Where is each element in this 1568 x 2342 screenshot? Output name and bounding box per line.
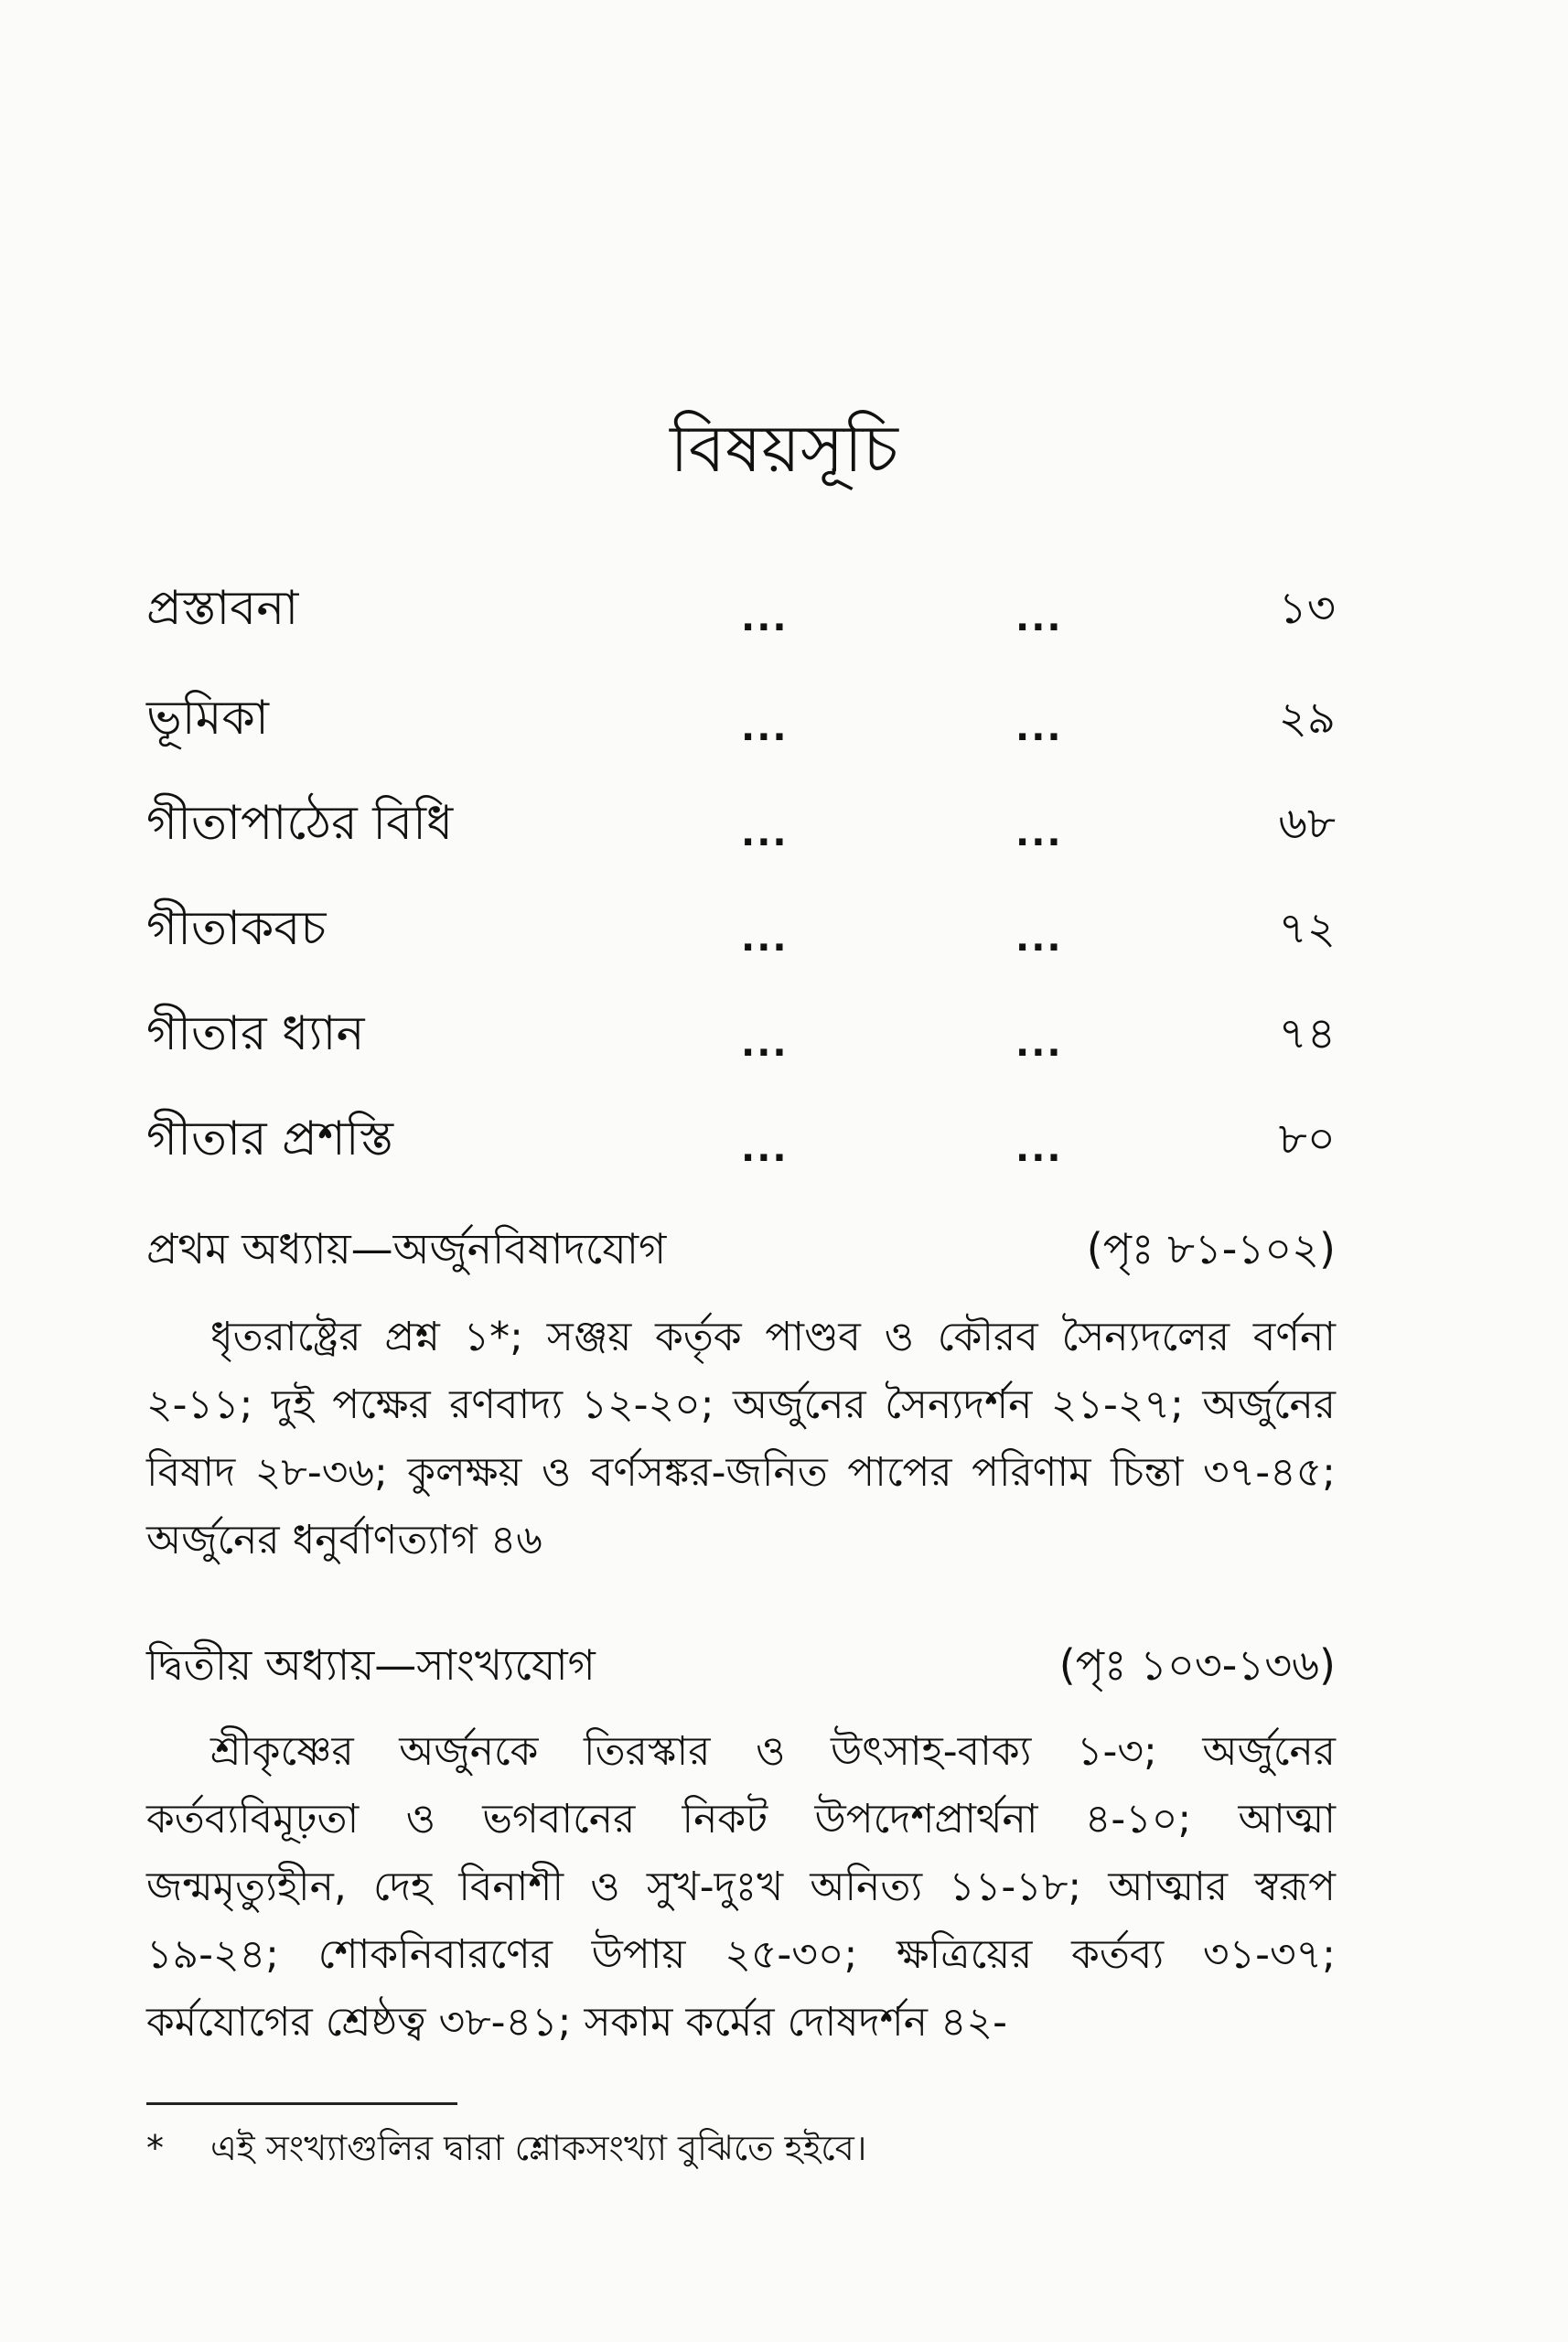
chapter-title: প্রথম অধ্যায়—অর্জুনবিষাদযোগ <box>146 1224 667 1273</box>
toc-page-number: ১৩ <box>1278 583 1336 634</box>
toc-label: ভূমিকা <box>146 691 269 746</box>
toc-leader-dots: ... <box>1015 1128 1063 1170</box>
chapter-page-range: (পৃঃ ৮১-১০২) <box>1086 1224 1336 1273</box>
toc-leader-dots: ... <box>1015 597 1063 639</box>
toc-label: প্রস্তাবনা <box>146 581 299 636</box>
footnote-marker: * <box>146 2128 164 2168</box>
toc-page-number: ২৯ <box>1278 693 1336 744</box>
toc-row <box>146 782 1336 865</box>
toc-row <box>146 677 1336 759</box>
toc-label: গীতাপাঠের বিধি <box>146 796 454 851</box>
toc-leader-dots: ... <box>741 597 789 639</box>
toc-leader-dots: ... <box>1015 918 1063 960</box>
toc-row <box>146 887 1336 970</box>
toc-label: গীতার প্রশস্তি <box>146 1112 394 1166</box>
footnote <box>146 2121 1336 2175</box>
toc-row <box>146 993 1336 1075</box>
toc-leader-dots: ... <box>741 918 789 960</box>
toc-page-number: ৭২ <box>1278 903 1336 954</box>
toc-page-number: ৬৮ <box>1278 798 1336 849</box>
toc-leader-dots: ... <box>741 1128 789 1170</box>
footnote-divider <box>146 2102 457 2105</box>
chapter-summary: শ্রীকৃষ্ণের অর্জুনকে তিরস্কার ও উৎসাহ-বাক্য ১-৩; অর্জুনের কর্তব্যবিমূঢ়তা ও ভগবানের নিকট উপদেশপ্রার্থনা ৪-১০; আত্মা জন্মমৃত্যুহীন, দেহ বিনাশী ও সুখ-দুঃখ অনিত্য ১১-১৮; আত্মার স্বরূপ ১৯-২৪; শোকনিবারণের উপায় ২৫-৩০; ক্ষত্রিয়ের কর্তব্য ৩১-৩৭; কর্মযোগের শ্রেষ্ঠত্ব ৩৮-৪১; সকাম কর্মের দোষদর্শন ৪২- <box>146 1728 1336 2046</box>
toc-leader-dots: ... <box>741 812 789 854</box>
toc-label: গীতার ধ্যান <box>146 1006 365 1061</box>
toc-page-number: ৮০ <box>1278 1113 1336 1165</box>
toc-leader-dots: ... <box>1015 812 1063 854</box>
chapter-summary: ধৃতরাষ্ট্রের প্রশ্ন ১*; সঞ্জয় কর্তৃক পাণ্ডব ও কৌরব সৈন্যদলের বর্ণনা ২-১১; দুই পক্ষের রণবাদ্য ১২-২০; অর্জুনের সৈন্যদর্শন ২১-২৭; অর্জুনের বিষাদ ২৮-৩৬; কুলক্ষয় ও বর্ণসঙ্কর-জনিত পাপের পরিণাম চিন্তা ৩৭-৪৫; অর্জুনের ধনুর্বাণত্যাগ ৪৬ <box>146 1314 1336 1563</box>
chapter-title: দ্বিতীয় অধ্যায়—সাংখ্যযোগ <box>146 1640 596 1690</box>
chapter-page-range: (পৃঃ ১০৩-১৩৬) <box>1058 1640 1336 1690</box>
toc-leader-dots: ... <box>1015 1023 1063 1065</box>
toc-leader-dots: ... <box>1015 707 1063 749</box>
toc-row <box>146 567 1336 650</box>
page-title: বিষয়সূচি <box>670 410 898 487</box>
chapter-heading <box>146 1628 1336 1702</box>
toc-label: গীতাকবচ <box>146 901 327 956</box>
toc-row <box>146 1098 1336 1180</box>
toc-leader-dots: ... <box>741 1023 789 1065</box>
toc-leader-dots: ... <box>741 707 789 749</box>
chapter-heading <box>146 1212 1336 1285</box>
footnote-text: এই সংখ্যাগুলির দ্বারা শ্লোকসংখ্যা বুঝিতে হইবে। <box>210 2128 867 2168</box>
toc-page-number: ৭৪ <box>1278 1008 1336 1059</box>
